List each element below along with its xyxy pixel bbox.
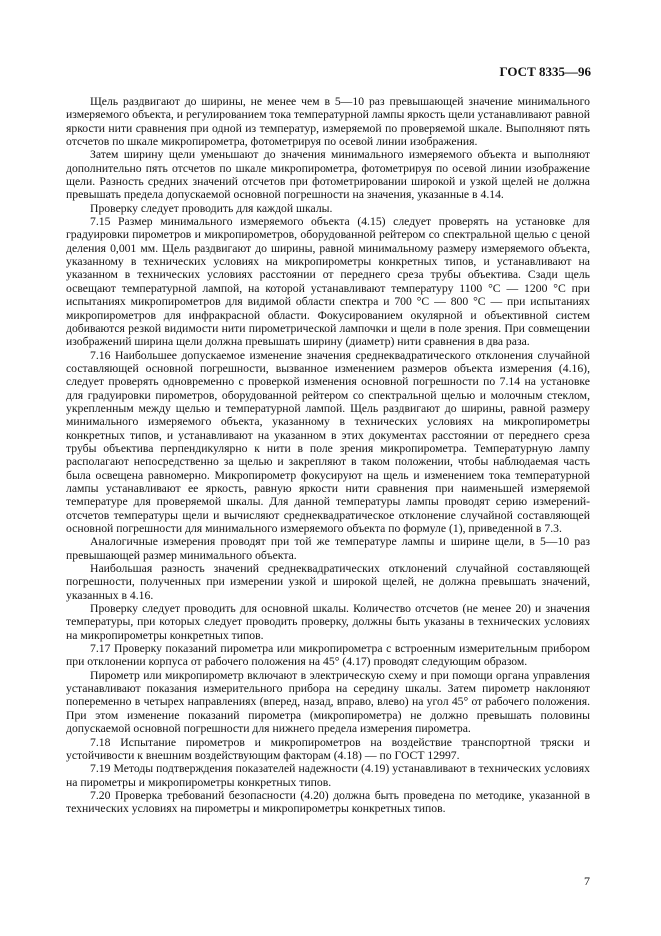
- paragraph-7-17: 7.17 Проверку показаний пирометра или микропирометра с встроенным измерительным прибором при отклонении корпуса от рабочего положения на 45° (4.17) проводят следующим образом.: [66, 642, 590, 669]
- document-header: ГОСТ 8335—96: [499, 64, 591, 79]
- paragraph: Проверку следует проводить для каждой шкалы.: [90, 201, 333, 215]
- paragraph-7-20: 7.20 Проверка требований безопасности (4.20) должна быть проведена по методике, указанной в технических условиях на пирометры и микропирометры конкретных типов.: [66, 788, 590, 816]
- paragraph-7-18: 7.18 Испытание пирометров и микропирометров на воздействие транспортной тряски и устойчивости к внешним воздействующим факторам (4.18) — по ГОСТ 12997.: [66, 735, 590, 762]
- paragraph: Аналогичные измерения проводят при той же температуре лампы и ширине щели, в 5—10 раз превышающей размер минимального объекта.: [66, 535, 590, 562]
- document-body: [66, 95, 590, 816]
- paragraph: Наибольшая разность значений среднеквадратических отклонений случайной составляющей погрешности, полученных при измерении узкой и широкой щелей, не должна превышать значений, указанных в 4.16.: [66, 562, 590, 602]
- page-number: 7: [584, 874, 590, 888]
- paragraph: Затем ширину щели уменьшают до значения минимального измеряемого объекта и выполняют дополнительно пять отсчетов по шкале микропирометра, фотометрируя по осевой линии изображение щели. Разность средних значений отсчетов при фотометрировании широкой и узкой щелей не должна превышать предела допускаемой основной погрешности на значения, указанные в 4.14.: [66, 148, 590, 202]
- paragraph-7-16: 7.16 Наибольшее допускаемое изменение значения среднеквадратического отклонения случайной составляющей основной погрешности, вызванное изменением размеров объекта измерения (4.16), следует проверять одновременно с проверкой изменения основной погрешности по 7.14 на установке для градуировки пирометров, оборудованной рейтером со спектральной щелью и молочным стеклом, укрепленным между щелью и температурной лампой. Щель раздвигают до ширины, равной размеру минимального измеряемого объекта, указанному в технических условиях на микропирометры конкретных типов, и устанавливают на указанном в этих документах расстоянии от переднего среза трубы объектива перпендикулярно к нити в поле зрения микропирометра. Температурную лампу располагают непосредственно за щелью и закрепляют в таком положении, чтобы наблюдаемая часть была освещена равномерно. Микропирометр фокусируют на щель и изменением тока температурной лампы устанавливают ее яркость, равную яркости нити сравнения при наименьшей измеряемой температуре для проверяемой шкалы. Для данной температуры лампы проводят серию измерений-отсчетов температуры щели и вычисляют среднеквадратическое отклонение случайной составляющей основной погрешности для минимального измеряемого объекта по формуле (1), приведенной в 7.3.: [66, 348, 590, 535]
- paragraph: Щель раздвигают до ширины, не менее чем в 5—10 раз превышающей значение минимального измеряемого объекта, и регулированием тока температурной лампы яркость щели устанавливают равной яркости нити сравнения при одной из температур, измеряемой по проверяемой шкале. Выполняют пять отсчетов по шкале микропирометра, фотометрируя по осевой линии изображения.: [66, 95, 590, 149]
- paragraph: Пирометр или микропирометр включают в электрическую схему и при помощи органа управления устанавливают показания измерительного прибора на середину шкалы. Затем пирометр наклоняют попеременно в четырех направлениях (вперед, назад, вправо, влево) на угол 45° от рабочего положения. При этом изменение показаний пирометра (микропирометра) не должно превышать половины допускаемой основной погрешности для нижнего предела измерения пирометра.: [66, 668, 590, 736]
- paragraph-7-19: 7.19 Методы подтверждения показателей надежности (4.19) устанавливают в технических условиях на пирометры и микропирометры конкретных типов.: [66, 762, 590, 789]
- paragraph-7-15: 7.15 Размер минимального измеряемого объекта (4.15) следует проверять на установке для градуировки пирометров и микропирометров, оборудованной рейтером со спектральной щелью с ценой деления 0,001 мм. Щель раздвигают до ширины, равной минимальному размеру измеряемого объекта, указанному в технических условиях на микропирометры конкретных типов, и устанавливают на указанном в технических условиях расстоянии от переднего среза трубы объектива. Сзади щель освещают температурной лампой, на которой устанавливают температуру 1100 °С — 1200 °С при испытаниях микропирометров для видимой области спектра и 700 °С — 800 °С — при испытаниях микропирометров для инфракрасной области. Фокусированием окулярной и объективной систем добиваются резкой видимости нити пирометрической лампочки и щели в поле зрения. При совмещении изображений ширина щели должна превышать ширину (диаметр) нити сравнения в два раза.: [66, 215, 590, 349]
- paragraph: Проверку следует проводить для основной шкалы. Количество отсчетов (не менее 20) и значения температуры, при которых следует проводить проверку, должны быть указаны в технических условиях на микропирометры конкретных типов.: [66, 602, 590, 642]
